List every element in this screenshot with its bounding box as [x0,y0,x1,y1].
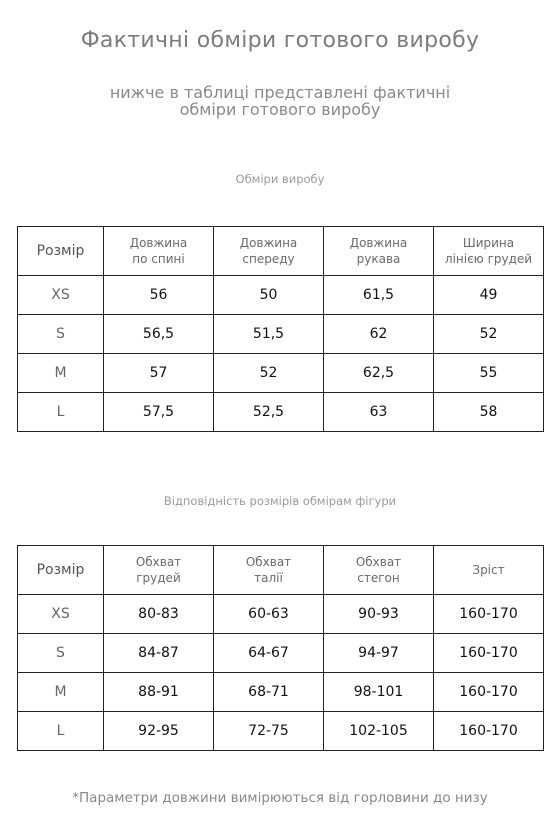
column-header-line-2: рукава [356,252,401,266]
column-header [18,546,104,595]
value-cell: 62,5 [324,354,434,393]
table-row [18,634,544,673]
size-cell: XS [18,595,104,634]
column-header-line-2: грудей [136,571,181,585]
column-header-line-2: стегон [357,571,400,585]
value-cell: 90-93 [324,595,434,634]
size-cell: L [18,393,104,432]
table-row [18,393,544,432]
value-cell: 52 [214,354,324,393]
value-cell: 63 [324,393,434,432]
value-cell: 160-170 [434,595,544,634]
value-cell: 56,5 [104,315,214,354]
table-row [18,354,544,393]
value-cell: 92-95 [104,712,214,751]
value-cell: 52,5 [214,393,324,432]
column-header-line-2: талії [254,571,283,585]
body-measurements-table [17,545,544,751]
product-measurements-table [17,226,544,432]
size-cell: L [18,712,104,751]
value-cell: 60-63 [214,595,324,634]
size-cell: S [18,634,104,673]
column-header [104,227,214,276]
column-header [214,546,324,595]
table-row [18,315,544,354]
footnote: *Параметри довжини вимірюються від горловини до низу [72,790,488,806]
table-row [18,276,544,315]
value-cell: 55 [434,354,544,393]
value-cell: 57 [104,354,214,393]
value-cell: 80-83 [104,595,214,634]
value-cell: 58 [434,393,544,432]
page-title: Фактичні обміри готового виробу [80,28,480,53]
value-cell: 62 [324,315,434,354]
column-header-line-1: Обхват [245,555,292,569]
table-row [18,673,544,712]
page-subtitle [0,84,560,118]
table-header-row [18,546,544,595]
column-header-line-1: Розмір [36,562,85,578]
column-header-line-1: Довжина [239,236,298,250]
value-cell: 160-170 [434,634,544,673]
column-header-line-1: Розмір [36,243,85,259]
value-cell: 72-75 [214,712,324,751]
value-cell: 50 [214,276,324,315]
column-header-line-1: Ширина [462,236,515,250]
value-cell: 94-97 [324,634,434,673]
column-header [324,227,434,276]
size-cell: XS [18,276,104,315]
value-cell: 64-67 [214,634,324,673]
value-cell: 98-101 [324,673,434,712]
column-header [18,227,104,276]
column-header-line-2: по спині [132,252,185,266]
subtitle-line-2: обміри готового виробу [179,100,381,119]
size-cell: M [18,354,104,393]
body-table-caption: Відповідність розмірів обмірам фігури [163,494,397,508]
value-cell: 160-170 [434,712,544,751]
value-cell: 49 [434,276,544,315]
size-cell: M [18,673,104,712]
subtitle-line-1: нижче в таблиці представлені фактичні [109,83,451,102]
column-header [434,546,544,595]
column-header [434,227,544,276]
column-header-line-1: Довжина [349,236,408,250]
column-header-line-2: спереду [242,252,295,266]
value-cell: 51,5 [214,315,324,354]
column-header-line-1: Зріст [472,563,505,577]
value-cell: 61,5 [324,276,434,315]
product-table-caption: Обміри виробу [235,172,325,186]
value-cell: 88-91 [104,673,214,712]
column-header [214,227,324,276]
value-cell: 68-71 [214,673,324,712]
value-cell: 56 [104,276,214,315]
table-header-row [18,227,544,276]
column-header-line-2: лінією грудей [444,252,533,266]
value-cell: 52 [434,315,544,354]
value-cell: 84-87 [104,634,214,673]
column-header-line-1: Обхват [355,555,402,569]
value-cell: 57,5 [104,393,214,432]
value-cell: 160-170 [434,673,544,712]
value-cell: 102-105 [324,712,434,751]
column-header [324,546,434,595]
column-header [104,546,214,595]
size-cell: S [18,315,104,354]
table-row [18,712,544,751]
column-header-line-1: Обхват [135,555,182,569]
table-row [18,595,544,634]
column-header-line-1: Довжина [129,236,188,250]
